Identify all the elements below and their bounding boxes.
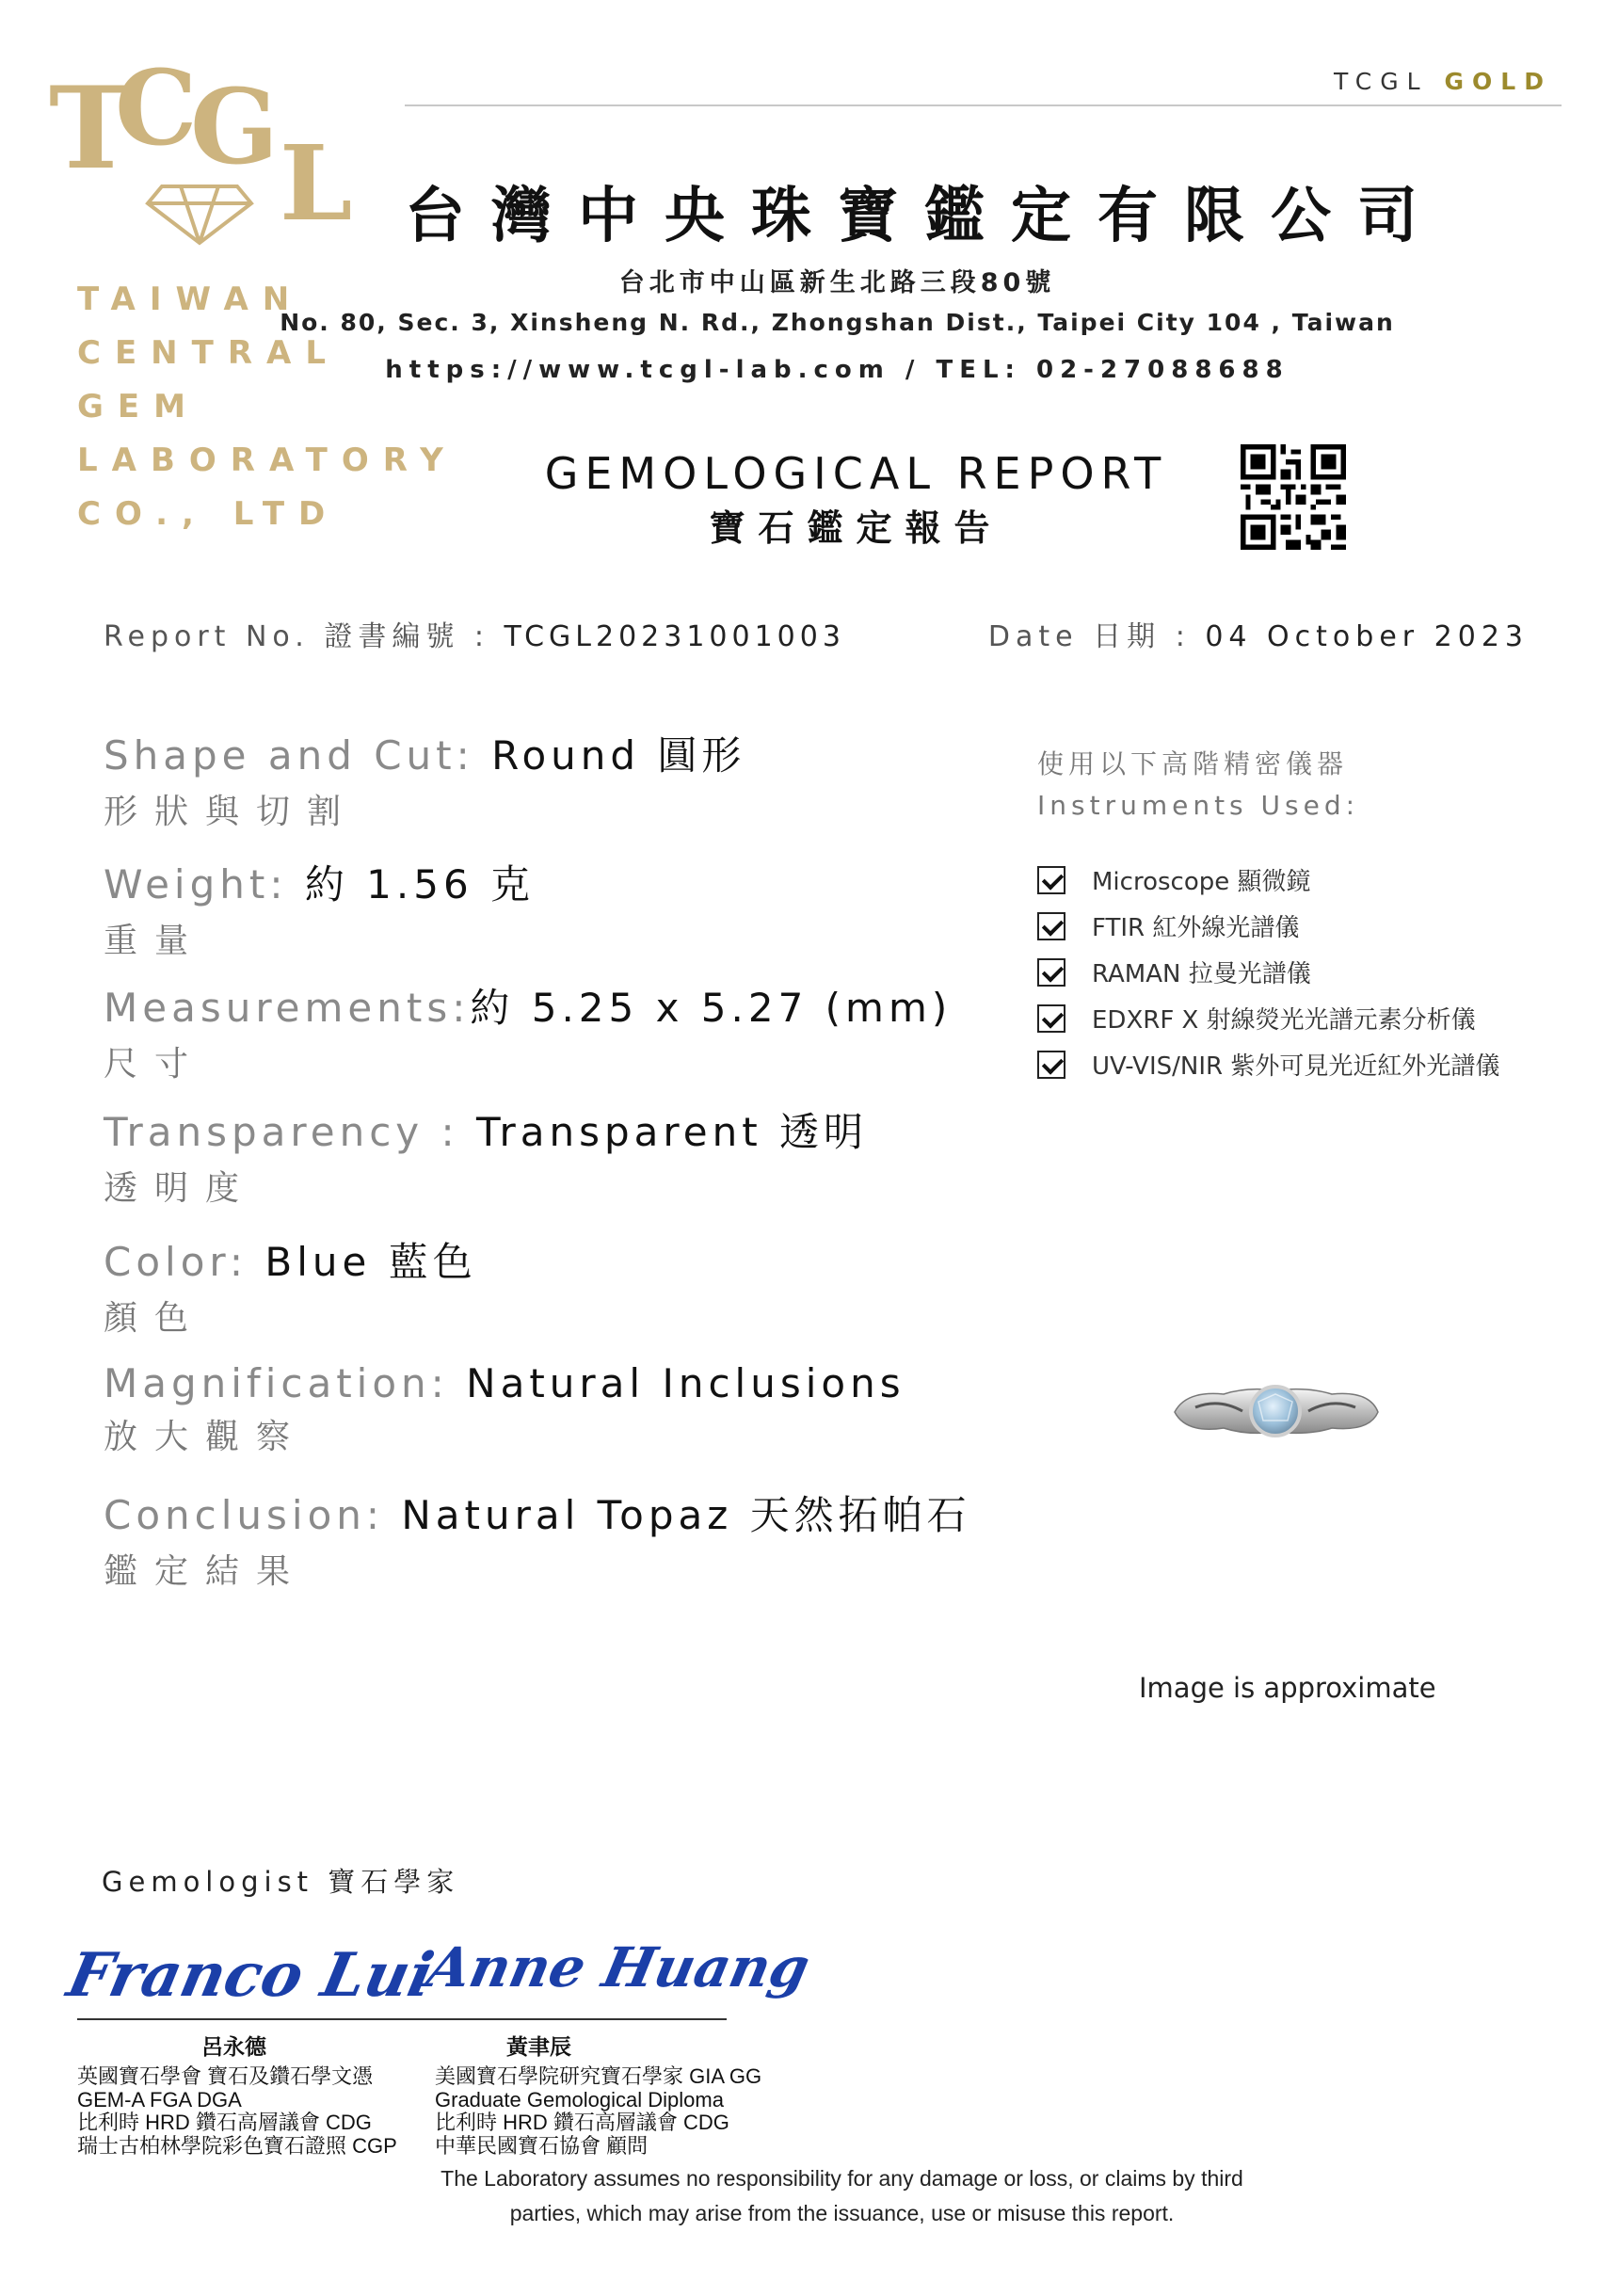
gemologist-heading: Gemologist 寶石學家 [102,1866,460,1898]
field-label-cn: 尺寸 [104,1045,206,1084]
header-rule [405,104,1562,106]
field-label: Measurements: [104,985,471,1031]
report-date [988,613,1529,654]
checkbox-checked-icon[interactable] [1037,958,1065,987]
gemologist-credentials-2 [435,2065,761,2158]
instrument-item [1037,903,1499,949]
instrument-label: UV-VIS/NIR 紫外可見光近紅外光譜儀 [1092,1052,1500,1081]
field-conclusion [104,1485,971,1593]
field-value: Transparent 透明 [476,1109,869,1155]
field-label: Weight: [104,861,305,907]
field-value: Blue 藍色 [264,1239,477,1285]
instrument-label: EDXRF X 射線熒光光譜元素分析儀 [1092,1006,1476,1035]
checkbox-checked-icon[interactable] [1037,1051,1065,1079]
credential-line: Graduate Gemological Diploma [435,2087,724,2111]
signature-1: Franco Lui [61,1939,441,2011]
report-date-value: 04 October 2023 [1205,620,1529,653]
report-number [104,613,845,654]
report-number-label: Report No. 證書編號 : [104,620,505,653]
field-label-cn: 形狀與切割 [104,793,359,831]
instrument-item [1037,949,1499,995]
field-magnification [104,1360,905,1458]
ring-photo [1167,1370,1384,1454]
brand-tag [1334,68,1552,95]
svg-text:C: C [115,47,198,169]
field-label: Magnification: [104,1360,467,1406]
instrument-label: RAMAN 拉曼光譜儀 [1092,960,1311,988]
field-label: Transparency : [104,1109,476,1155]
field-value: Natural Topaz 天然拓帕石 [401,1492,971,1538]
gemologist-credentials-1 [77,2065,397,2158]
signature-2: Anne Huang [421,1935,816,1999]
credential-line: 中華民國寶石協會 顧問 [435,2133,649,2158]
field-label-cn: 透明度 [104,1169,257,1208]
signatures [61,1902,816,2024]
report-title-en: GEMOLOGICAL REPORT [544,448,1168,499]
credential-line: 瑞士古柏林學院彩色寶石證照 CGP [77,2133,397,2158]
svg-text:T: T [49,62,134,195]
credential-line: 美國寶石學院研究寶石學家 GIA GG [435,2064,762,2088]
checkbox-checked-icon[interactable] [1037,912,1065,940]
instrument-item [1037,857,1499,903]
instrument-item [1037,1041,1499,1087]
field-shape-and-cut [104,725,745,833]
website-and-phone: https://www.tcgl-lab.com / TEL: 02-27088688 [385,356,1290,384]
field-label-cn: 鑑定結果 [104,1552,308,1591]
brand-tag-name: TCGL [1334,68,1429,95]
disclaimer [0,2161,1618,2231]
credential-line: 比利時 HRD 鑽石高層議會 CDG [77,2111,372,2134]
signature-line [77,2018,727,2020]
instruments-list [1037,857,1499,1087]
image-note: Image is approximate [1139,1672,1436,1704]
field-label-cn: 放大觀察 [104,1418,308,1456]
address-cn: 台北市中山區新生北路三段80號 [618,268,1056,297]
disclaimer-line: The Laboratory assumes no responsibility for any damage or loss, or claims by third [441,2166,1243,2191]
field-label: Color: [104,1239,265,1285]
qr-code-icon[interactable] [1241,444,1346,550]
credential-line: 比利時 HRD 鑽石高層議會 CDG [435,2111,729,2134]
report-number-value: TCGL20231001003 [504,620,845,653]
company-name-cn: 台灣中央珠寶鑑定有限公司 [405,182,1444,251]
field-label-cn: 顏色 [104,1299,206,1338]
lab-name-line: CENTRAL [77,334,340,372]
field-value: Natural Inclusions [466,1360,905,1406]
gemologist-name-2: 黃聿辰 [506,2035,571,2060]
instruments-heading-en: Instruments Used: [1037,790,1360,821]
svg-text:L: L [280,122,353,244]
report-date-label: Date 日期 : [987,620,1206,653]
gemologist-name-1: 呂永德 [201,2035,266,2060]
field-value: 約 1.56 克 [304,861,536,907]
field-measurements [104,977,952,1085]
field-transparency [104,1101,868,1210]
field-label-cn: 重量 [104,922,206,960]
credential-line: 英國寶石學會 寶石及鑽石學文憑 [77,2064,374,2088]
lab-name-line: LABORATORY [77,442,457,479]
lab-name-line: TAIWAN [77,281,304,318]
svg-text:G: G [190,66,279,187]
field-label: Conclusion: [104,1492,402,1538]
disclaimer-line: parties, which may arise from the issuance, use or misuse this report. [509,2201,1175,2225]
credential-line: GEM-A FGA DGA [77,2087,242,2111]
instrument-label: FTIR 紅外線光譜儀 [1092,914,1300,942]
lab-name-line: GEM [77,388,200,425]
instruments-heading [1037,744,1359,827]
instrument-label: Microscope 顯微鏡 [1092,868,1311,896]
field-value: 約 5.25 x 5.27 (mm) [470,985,953,1031]
field-label: Shape and Cut: [104,732,492,779]
checkbox-checked-icon[interactable] [1037,866,1065,894]
tcgl-logo-icon [49,47,360,244]
field-weight [104,854,535,962]
brand-tag-gold: GOLD [1444,68,1552,95]
lab-name-line: CO., LTD [77,495,340,533]
field-color [104,1231,477,1340]
checkbox-checked-icon[interactable] [1037,1004,1065,1033]
address-en: No. 80, Sec. 3, Xinsheng N. Rd., Zhongshan Dist., Taipei City 104 , Taiwan [280,309,1395,336]
field-value: Round 圓形 [491,732,746,779]
report-title-cn: 寶石鑑定報告 [709,507,1003,549]
instruments-heading-cn: 使用以下高階精密儀器 [1037,748,1349,779]
instrument-item [1037,995,1499,1041]
